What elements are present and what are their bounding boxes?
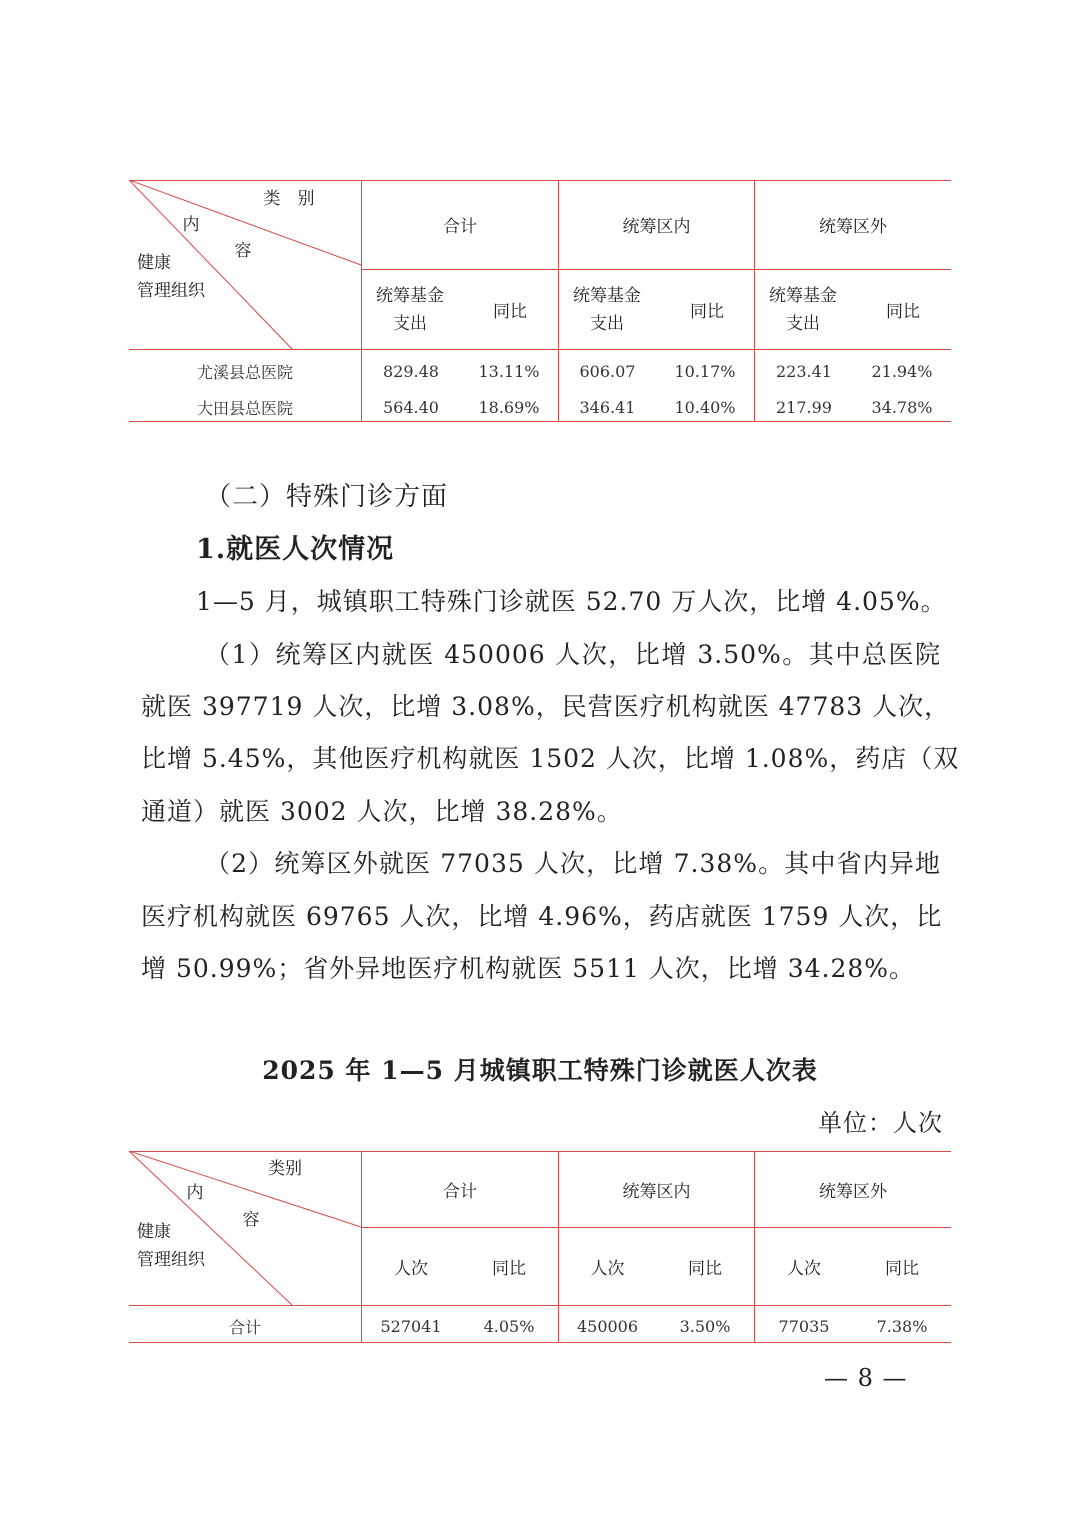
corner-org-label-1: 健康	[137, 252, 171, 273]
cell-value: 4.05%	[483, 1317, 535, 1336]
corner-org-label-1: 健康	[137, 1221, 171, 1242]
cell-value: 564.40	[383, 397, 439, 417]
table-unit: 单位：人次	[818, 1109, 943, 1137]
subheader-fund: 统筹基金支出	[573, 285, 641, 334]
cell-value: 13.11%	[478, 361, 540, 381]
subheader-yoy: 同比	[690, 302, 724, 322]
group-header-outside: 统筹区外	[819, 217, 887, 237]
group-header-inside: 统筹区内	[622, 217, 691, 237]
table-title: 2025 年 1—5 月城镇职工特殊门诊就医人次表	[262, 1056, 818, 1085]
group-header-total: 合计	[443, 217, 477, 237]
corner-org-label-2: 管理组织	[137, 1249, 205, 1270]
corner-content-label-2: 容	[234, 240, 252, 261]
cell-value: 10.40%	[674, 397, 736, 417]
group-header-inside: 统筹区内	[622, 1181, 691, 1202]
corner-category-label: 类 别	[263, 188, 315, 209]
subheader-yoy: 同比	[886, 302, 920, 322]
subheader-yoy: 同比	[688, 1259, 722, 1279]
subheader-fund: 统筹基金支出	[769, 285, 837, 334]
subheader-fund: 统筹基金支出	[376, 285, 444, 334]
cell-value: 450006	[576, 1317, 639, 1336]
paragraph-line: （1）统筹区内就医 450006 人次，比增 3.50%。其中总医院	[205, 640, 941, 669]
page-number: — 8 —	[824, 1364, 908, 1392]
paragraph-line: 通道）就医 3002 人次，比增 38.28%。	[141, 797, 623, 826]
group-header-outside: 统筹区外	[819, 1181, 887, 1202]
group-header-total: 合计	[443, 1181, 477, 1202]
cell-value: 34.78%	[871, 397, 933, 417]
cell-value: 21.94%	[871, 361, 933, 381]
cell-value: 606.07	[579, 361, 636, 381]
subheader-visits: 人次	[394, 1259, 428, 1279]
paragraph-line: 医疗机构就医 69765 人次，比增 4.96%，药店就医 1759 人次，比	[141, 902, 943, 931]
paragraph-line: 增 50.99%；省外异地医疗机构就医 5511 人次，比增 34.28%。	[141, 954, 916, 983]
paragraph-line: 1—5 月，城镇职工特殊门诊就医 52.70 万人次，比增 4.05%。	[196, 587, 947, 616]
cell-value: 346.41	[579, 397, 636, 417]
paragraph-line: 就医 397719 人次，比增 3.08%，民营医疗机构就医 47783 人次，	[141, 692, 951, 721]
cell-value: 77035	[778, 1317, 830, 1336]
corner-category-label: 类别	[268, 1158, 302, 1179]
cell-value: 3.50%	[679, 1317, 731, 1336]
corner-content-label-2: 容	[242, 1209, 260, 1230]
row-name: 合计	[228, 1318, 261, 1337]
subheader-yoy: 同比	[492, 1259, 526, 1279]
cell-value: 10.17%	[674, 361, 736, 381]
corner-content-label-1: 内	[182, 214, 200, 235]
row-name: 大田县总医院	[196, 398, 293, 418]
cell-value: 7.38%	[876, 1317, 928, 1336]
subheader-yoy: 同比	[493, 302, 527, 322]
cell-value: 527041	[380, 1317, 442, 1336]
subheader-yoy: 同比	[885, 1259, 919, 1279]
row-name: 尤溪县总医院	[196, 362, 293, 382]
cell-value: 18.69%	[478, 397, 540, 417]
cell-value: 223.41	[776, 361, 832, 381]
cell-value: 217.99	[776, 397, 832, 417]
cell-value: 829.48	[383, 361, 439, 381]
table-special-clinic-visits	[129, 1151, 951, 1343]
sub-heading: 1.就医人次情况	[196, 534, 395, 565]
corner-org-label-2: 管理组织	[137, 280, 205, 301]
table-fund-expenditure	[129, 180, 951, 422]
subheader-visits: 人次	[787, 1259, 821, 1279]
paragraph-line: （2）统筹区外就医 77035 人次，比增 7.38%。其中省内异地	[205, 849, 941, 878]
corner-content-label-1: 内	[186, 1182, 204, 1203]
subheader-visits: 人次	[590, 1259, 625, 1279]
paragraph-line: 比增 5.45%，其他医疗机构就医 1502 人次，比增 1.08%，药店（双	[141, 744, 960, 773]
section-heading: （二）特殊门诊方面	[205, 482, 449, 512]
